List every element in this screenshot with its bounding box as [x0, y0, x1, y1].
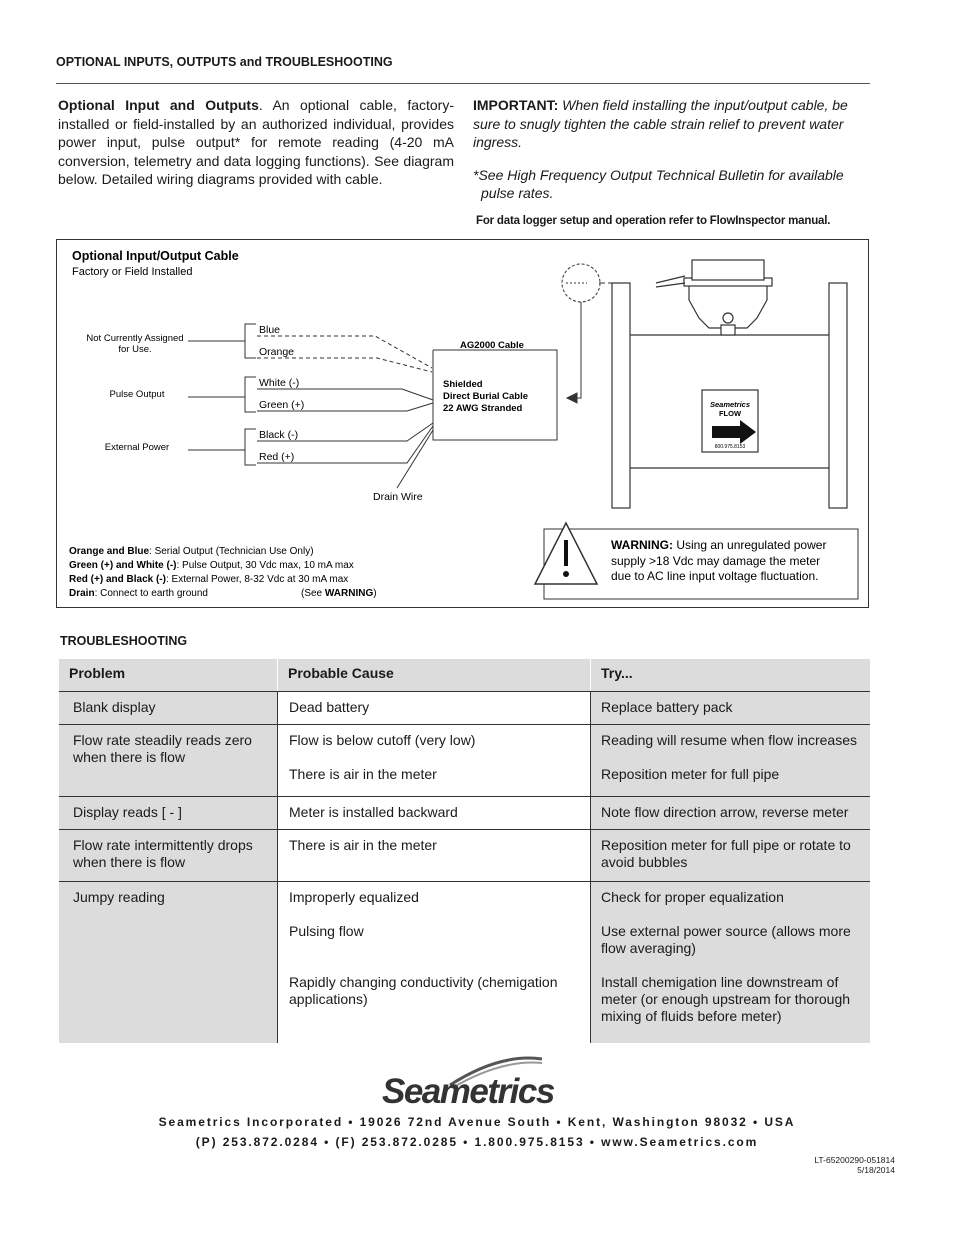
try-cell: Note flow direction arrow, reverse meter [591, 796, 871, 829]
meter-phone: 800.975.8153 [714, 444, 746, 450]
meter-flow-label: FLOW [718, 409, 742, 418]
cause-item: There is air in the meter [289, 765, 437, 782]
problem-cell: Flow rate steadily reads zero when there is flow [59, 724, 278, 796]
page-header: OPTIONAL INPUTS, OUTPUTS and TROUBLESHOOTING [56, 55, 393, 69]
legend-orange-blue: Orange and Blue: Serial Output (Technician Use Only) [69, 546, 314, 557]
wire-blue: Blue [259, 324, 281, 336]
wire-black: Black (-) [259, 429, 299, 441]
intro-paragraph [58, 96, 454, 189]
footer-contact: (P) 253.872.0284 • (F) 253.872.0285 • 1.800.975.8153 • www.Seametrics.com [195, 1135, 759, 1149]
table-row [59, 829, 870, 881]
group-label-power: External Power [104, 442, 170, 453]
cause-item: Rapidly changing conductivity (chemigation applications) [289, 973, 558, 1007]
cause-cell: Dead battery [278, 691, 591, 724]
warning-line-3: due to AC line input voltage fluctuation. [611, 569, 819, 583]
diagram-title: Optional Input/Output Cable [72, 249, 239, 263]
warning-line-1: WARNING: Using an unregulated power [611, 538, 827, 552]
try-item: Reading will resume when flow increases [601, 731, 858, 748]
wiring-diagram [56, 239, 869, 608]
logger-note: For data logger setup and operation refer to FlowInspector manual. [476, 215, 831, 227]
meter-body [612, 260, 847, 508]
drain-wire-label: Drain Wire [373, 491, 423, 503]
warning-line-2: supply >18 Vdc may damage the meter [611, 554, 821, 568]
troubleshooting-table [59, 659, 870, 1043]
doc-number: LT-65200290-051814 [814, 1155, 895, 1165]
intro-body: . An optional cable, factory-installed or field-installed by an authorized individual, provides power input, pulse output* for remote reading (4-20 mA conversion, telemetry and data logging functions). See diagram below. Detailed wiring diagrams provided with cable. [58, 97, 454, 188]
col-try: Try... [591, 659, 871, 691]
table-row [59, 691, 870, 724]
important-text: When field installing the input/output cable, be sure to snugly tighten the cable strain relief to prevent water ingress. [473, 97, 848, 151]
group-label-unassigned: Not Currently Assigned [86, 333, 184, 344]
legend-see-warning: (See WARNING) [301, 588, 377, 599]
group-label-unassigned-2: for Use. [118, 344, 152, 355]
problem-cell: Flow rate intermittently drops when there is flow [59, 829, 278, 881]
important-note [473, 96, 873, 203]
intro-lead: Optional Input and Outputs [58, 97, 259, 113]
footer-address: Seametrics Incorporated • 19026 72nd Avenue South • Kent, Washington 98032 • USA [158, 1115, 796, 1129]
col-problem: Problem [59, 659, 278, 691]
table-header-row [59, 659, 870, 691]
wire-green: Green (+) [259, 399, 305, 411]
cause-cell: There is air in the meter [278, 829, 591, 881]
meter-brand: Seametrics [709, 400, 751, 409]
doc-id [814, 1155, 895, 1175]
try-item: Check for proper equalization [601, 888, 784, 905]
cause-cell [278, 724, 591, 796]
diagram-subtitle: Factory or Field Installed [72, 266, 193, 278]
try-item: Reposition meter for full pipe [601, 765, 780, 782]
legend-green-white: Green (+) and White (-): Pulse Output, 30 Vdc max, 10 mA max [69, 560, 354, 571]
cable-name: AG2000 Cable [460, 340, 524, 351]
try-cell: Reposition meter for full pipe or rotate to avoid bubbles [591, 829, 871, 881]
legend-drain: Drain: Connect to earth ground [69, 588, 208, 599]
try-cell: Replace battery pack [591, 691, 871, 724]
header-rule [56, 83, 870, 84]
problem-cell: Jumpy reading [59, 881, 278, 1043]
footnote: *See High Frequency Output Technical Bulletin for available pulse rates. [473, 166, 844, 202]
cable-desc-2: Direct Burial Cable [443, 391, 528, 402]
problem-cell: Blank display [59, 691, 278, 724]
wire-brackets [188, 324, 256, 465]
troubleshooting-heading: TROUBLESHOOTING [60, 634, 188, 648]
logo-wordmark: Seametrics [382, 1072, 554, 1110]
table-row [59, 796, 870, 829]
cause-item: Flow is below cutoff (very low) [289, 731, 476, 748]
cause-cell [278, 881, 591, 1043]
table-row [59, 881, 870, 1043]
cause-cell: Meter is installed backward [278, 796, 591, 829]
doc-date: 5/18/2014 [857, 1165, 895, 1175]
try-item: Install chemigation line downstream of meter (or enough upstream for thorough mixing of fluids before meter) [601, 973, 851, 1024]
try-cell [591, 881, 871, 1043]
wire-white: White (-) [259, 377, 300, 389]
table-row [59, 724, 870, 796]
wire-orange: Orange [259, 346, 295, 358]
legend-red-black: Red (+) and Black (-): External Power, 8-32 Vdc at 30 mA max [69, 574, 349, 585]
col-cause: Probable Cause [278, 659, 591, 691]
try-item: Use external power source (allows more flow averaging) [601, 922, 851, 956]
cable-desc-3: 22 AWG Stranded [443, 403, 523, 414]
wire-red: Red (+) [259, 451, 295, 463]
cable-desc-1: Shielded [443, 379, 483, 390]
seametrics-logo [380, 1055, 580, 1110]
important-label: IMPORTANT: [473, 97, 559, 113]
cause-item: Pulsing flow [289, 922, 364, 939]
problem-cell: Display reads [ - ] [59, 796, 278, 829]
cause-item: Improperly equalized [289, 888, 419, 905]
try-cell [591, 724, 871, 796]
group-label-pulse: Pulse Output [109, 389, 165, 400]
